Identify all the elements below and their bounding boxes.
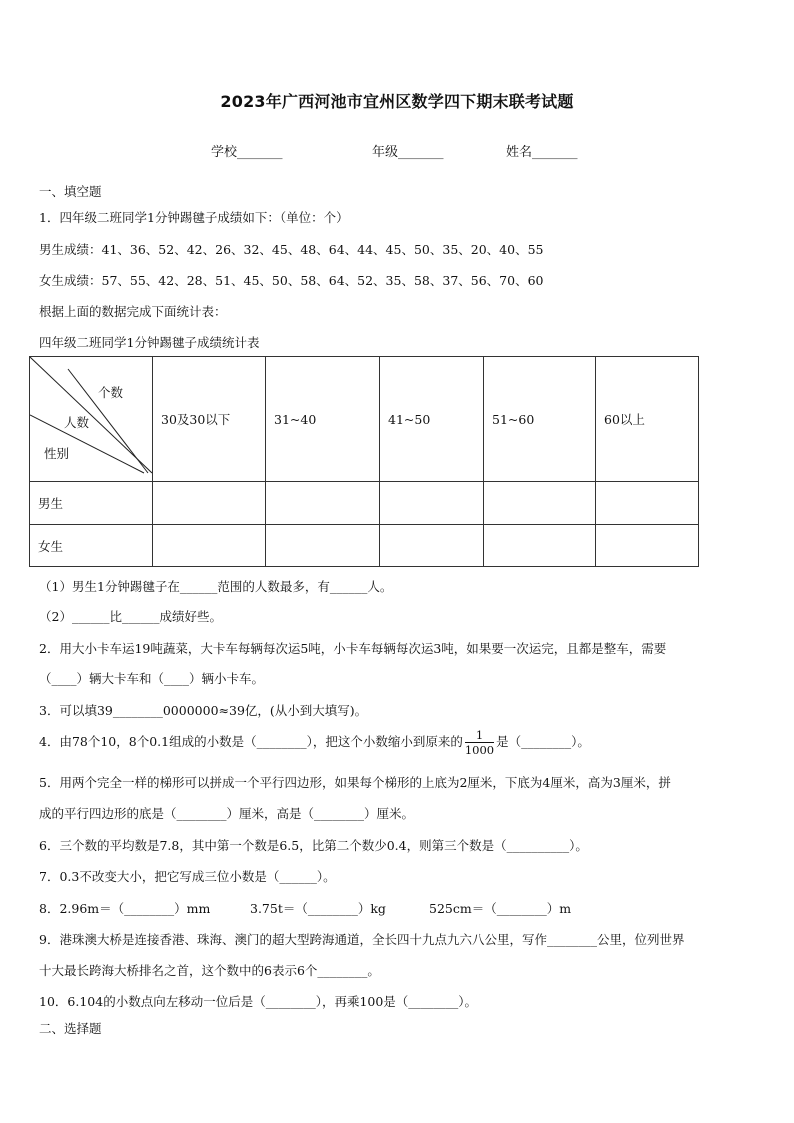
page-title: 2023年广西河池市宜州区数学四下期末联考试题 (220, 92, 574, 111)
column-header: 30及30以下 (153, 357, 266, 482)
diag-label-count: 个数 (98, 385, 124, 400)
table-row (30, 525, 699, 567)
diagonal-header-cell (30, 357, 153, 482)
q7: 7．0.3不改变大小，把它写成三位小数是（______）。 (39, 869, 336, 884)
fraction-denominator: 1000 (464, 743, 495, 757)
table-cell (380, 482, 484, 525)
table-row (30, 482, 699, 525)
column-header: 51~60 (484, 357, 596, 482)
table-cell (596, 525, 699, 567)
q1-sub2: （2）______比______成绩好些。 (39, 609, 222, 624)
q9-line2: 十大最长跨海大桥排名之首，这个数中的6表示6个________。 (39, 963, 380, 978)
column-header: 60以上 (596, 357, 699, 482)
q5-line1: 5．用两个完全一样的梯形可以拼成一个平行四边形，如果每个梯形的上底为2厘米，下底为4厘米，高为3厘米，拼 (39, 775, 671, 790)
table-cell (266, 525, 380, 567)
section-heading-choice: 二、选择题 (39, 1021, 102, 1036)
q1-girls-scores: 女生成绩：57、55、42、28、51、45、50、58、64、52、35、58、37、56、70、60 (39, 273, 544, 288)
score-stats-table (29, 356, 699, 567)
q4-pre: 4．由78个10，8个0.1组成的小数是（________），把这个小数缩小到原来的 (39, 734, 463, 749)
school-field: 学校_______ (211, 145, 283, 160)
row-header: 男生 (30, 482, 153, 525)
q6: 6．三个数的平均数是7.8，其中第一个数是6.5，比第二个数少0.4，则第三个数是（__________）。 (39, 838, 588, 853)
q8-part-b: 3.75t＝（________）kg (250, 901, 386, 916)
q2-line1: 2．用大小卡车运19吨蔬菜，大卡车每辆每次运5吨，小卡车每辆每次运3吨，如果要一次运完，且都是整车，需要 (39, 641, 667, 656)
q1-boys-scores: 男生成绩：41、36、52、42、26、32、45、48、64、44、45、50、35、20、40、55 (39, 242, 544, 257)
name-field: 姓名_______ (506, 145, 578, 160)
table-cell (153, 482, 266, 525)
table-cell (484, 525, 596, 567)
q10: 10．6.104的小数点向左移动一位后是（________），再乘100是（________）。 (39, 994, 478, 1009)
q8-part-a: 8．2.96m＝（________）mm (39, 901, 211, 916)
column-header: 31~40 (266, 357, 380, 482)
table-cell (484, 482, 596, 525)
diagonal-lines (30, 357, 152, 481)
q4-post: 是（________）。 (496, 734, 590, 749)
table-cell (266, 482, 380, 525)
q1-intro: 1．四年级二班同学1分钟踢毽子成绩如下：（单位：个） (39, 210, 349, 225)
diag-label-gender: 性别 (44, 446, 70, 461)
q2-line2: （____）辆大卡车和（____）辆小卡车。 (39, 671, 265, 686)
table-header-row (30, 357, 699, 482)
column-header: 41~50 (380, 357, 484, 482)
q3: 3．可以填39________0000000≈39亿，(从小到大填写)。 (39, 703, 368, 718)
row-header: 女生 (30, 525, 153, 567)
q1-instruction: 根据上面的数据完成下面统计表： (39, 304, 227, 319)
table-cell (596, 482, 699, 525)
q5-line2: 成的平行四边形的底是（________）厘米，高是（________）厘米。 (39, 806, 415, 821)
table-cell (153, 525, 266, 567)
q4 (39, 728, 590, 757)
fraction-numerator: 1 (465, 728, 494, 743)
section-heading-fill: 一、填空题 (39, 184, 102, 199)
grade-field: 年级_______ (372, 145, 444, 160)
q8-part-c: 525cm＝（________）m (429, 901, 572, 916)
table-title: 四年级二班同学1分钟踢毽子成绩统计表 (39, 335, 260, 350)
table-cell (380, 525, 484, 567)
diag-label-people: 人数 (64, 415, 90, 430)
q9-line1: 9．港珠澳大桥是连接香港、珠海、澳门的超大型跨海通道，全长四十九点九六八公里，写作________公里，位列世界 (39, 932, 685, 947)
fraction (465, 728, 494, 757)
q1-sub1: （1）男生1分钟踢毽子在______范围的人数最多，有______人。 (39, 579, 393, 594)
